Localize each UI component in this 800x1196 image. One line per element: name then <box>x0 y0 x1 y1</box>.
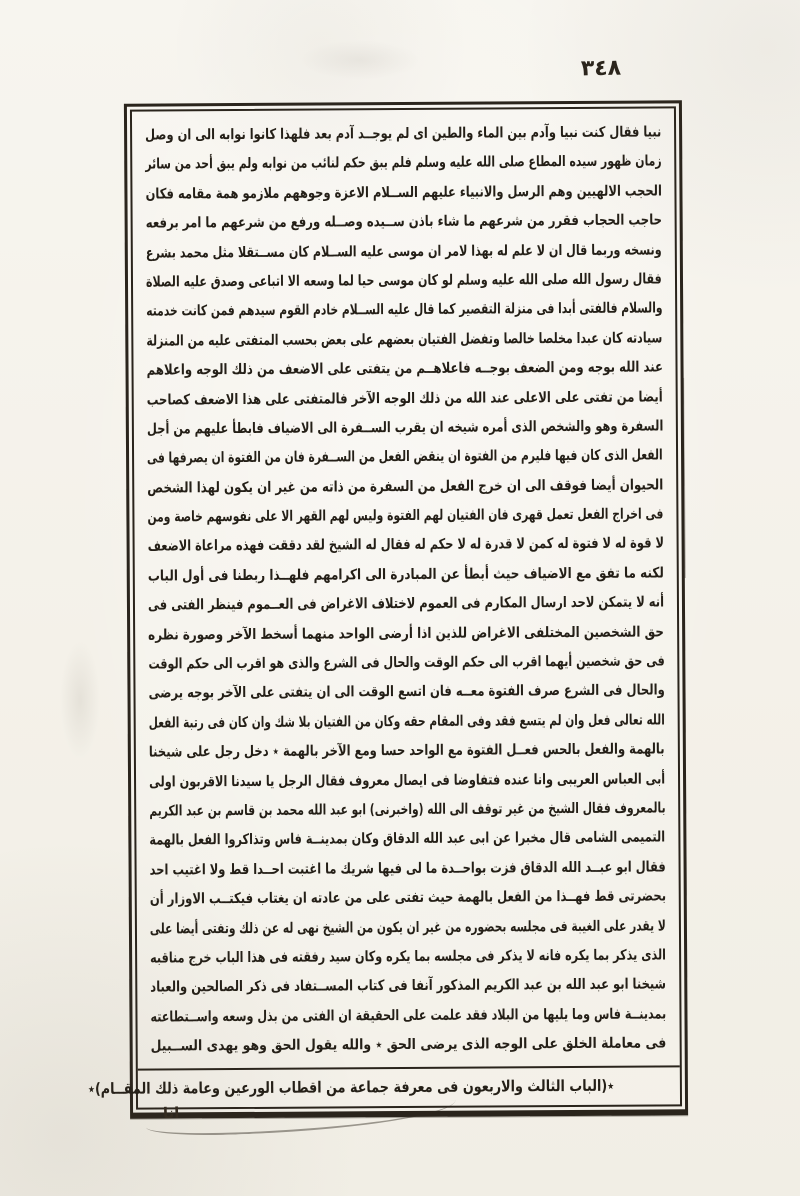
text-line: فى حق شخصين أيهما اقرب الى حكم الوقت والحال فى الشرع والذى هو اقرب الى حكم الوقت <box>147 653 665 673</box>
paper-stain <box>300 40 420 80</box>
text-line: فى اخراج الفعل تعمل قهرى فان الفتيان لهم الفتوة وليس لهم القهر الا على نفوسهم خاصة ومن <box>147 506 664 526</box>
page-frame-inner <box>87 106 682 1109</box>
text-line: أنه لا يتمكن لاحد ارسال المكارم فى العموم لاختلاف الاغراض فى العــموم فينظر الفتى فى <box>147 594 665 614</box>
text-line: لا يقدر على الغيبة فى مجلسه بحضوره من غير ان يكون من الشيخ نهى له عن ذلك وتفتى أيضا على <box>150 917 666 938</box>
chapter-heading: ٭(الباب الثالث والاربعون فى معرفة جماعة من اقطاب الورعين وعامة ذلك المقــام)٭ <box>87 1076 614 1098</box>
text-line: والحال فى الشرع صرف الفتوة معــه فان اتسع الوقت الى ان يتفتى على الآخر بوجه يرضى <box>148 682 665 702</box>
text-line: فى معاملة الخلق على الوجه الذى يرضى الحق ٭ والله يقول الحق وهو يهدى الســبيل <box>150 1035 667 1055</box>
text-line: بالمعروف فقال الشيخ من غير توقف الى الله (واخبرنى) ابو عبد الله محمد بن قاسم بن عبد الكريم <box>148 800 666 820</box>
text-line: شيخنا ابو عبد الله بن عبد الكريم المذكور آنفا فى كتاب المســتفاد فى ذكر الصالحين والعباد <box>150 976 667 996</box>
text-line: الذى يذكر بما يكره فانه لا يذكر فى مجلسه بما يكره وكان سيد رفقته فى هذا الباب خرج مناقبه <box>150 947 667 967</box>
text-line: الحيوان أيضا فوقف الى ان خرج الفعل من السفرة من ذاته من غير ان يكون لهذا الشخص <box>147 477 664 497</box>
text-line: أبى العباس العريبى وانا عنده فتفاوضا فى ايصال معروف فقال الرجل يا سيدنا الاقربون اولى <box>148 771 666 791</box>
text-line: زمان ظهور سيده المطاع صلى الله عليه وسلم فلم يبق حكم لنائب من نوابه ولم يبق أحد من سائر <box>144 153 662 173</box>
text-line: عند الله بوجه ومن الضعف بوجــه فاعلاهــم من يتفتى على الاضعف من ذلك الوجه واعلاهم <box>146 359 663 379</box>
text-line: التميمى الشامى قال مخبرا عن ابى عبد الله الدقاق وكان بمدينــة فاس وتذاكروا الفعل بالهمة <box>149 829 666 849</box>
text-line: بمدينــة فاس وما يليها من البلاد فقد علمت على الحقيقة ان الفتى من بذل وسعه واســتطاعته <box>150 1006 667 1026</box>
text-line: والسلام فالفتى أبدا فى منزلة التقصير كما قال عليه الســلام خادم القوم سيدهم فمن كانت خدمته <box>145 300 663 320</box>
text-line: أيضا من تفتى على الاعلى عند الله من ذلك الوجه الآخر فالمتفتى على هذا الاضعف كصاحب <box>146 388 663 409</box>
text-line: ونسخه وربما قال ان لا علم له بهذا لامر ان موسى عليه الســلام كان مســتقلا مثل محمد بشرع <box>145 241 662 262</box>
text-line: بحضرتى قط فهــذا من الفعل بالهمة حيث تفتى على من عادته ان يغتاب فيكتــب الاوزار أن <box>149 888 666 908</box>
page-number: ٣٤٨ <box>580 55 622 82</box>
text-line: لا قوة له لا فتوة له كمن لا قدرة له لا حكم له فقال له الشيخ لقد دققت فهذه مراعاة الاضعف <box>147 535 664 556</box>
catchword: انا <box>162 1103 180 1123</box>
paper-stain <box>60 640 100 760</box>
text-line: فقال رسول الله صلى الله عليه وسلم لو كان موسى حيا لما وسعه الا اتباعى وصدق عليه الصلاة <box>146 271 663 291</box>
text-line: الفعل الذى كان فيها فليرم من الفتوة ان ينقض الفعل من الســفرة فان من الفتوة ان يصرفها فى <box>147 447 664 467</box>
text-line: سيادته كان عبدا مخلصا خالصا وتفضل الفتيان بعضهم على بعض بحسب المتفتى عليه من المنزلة <box>146 330 663 350</box>
text-line: بالهمة والفعل بالحس فعــل الفتوة مع الواحد حسا ومع الآخر بالهمة ٭ دخل رجل على شيخنا <box>149 741 665 761</box>
text-line: فقال ابو عبــد الله الدقاق فزت بواحــدة ما لى فيها شريك ما اغتبت احــدا قط ولا اغتيب احد <box>149 859 666 879</box>
page-frame <box>87 100 688 1118</box>
text-line: لكنه ما تفق مع الاضياف حيث أبطأ عن المبادرة الى اكرامهم فلهــذا ربطنا فى أول الباب <box>147 565 664 585</box>
text-line: الله تعالى فعل وان لم يتسع فقد وفى المقام حقه وكان من الفتيان بلا شك وان كان فى رتبة الفعل <box>148 712 665 732</box>
text-line: حاجب الحجاب فقرر من شرعهم ما شاء باذن ســيده وصــله ورفع من شرعهم ما امر برفعه <box>145 212 662 232</box>
body-text <box>132 108 680 1068</box>
text-line: نبيا فقال كنت نبيا وآدم بين الماء والطين اى لم يوجــد آدم بعد فلهذا كانوا نوابه الى ان وصل <box>144 124 662 144</box>
text-line: الحجب الالهيين وهم الرسل والانبياء عليهم الســلام الاعزة وجوههم ملازمو همة مقامه فكان <box>145 183 662 203</box>
chapter-heading-box <box>87 1065 680 1107</box>
text-line: السفرة وهو والشخص الذى أمره شيخه ان يقرب الســفرة الى الاضياف فابطأ عليهم من أجل <box>146 418 663 438</box>
text-line: حق الشخصين المختلفى الاغراض للذين اذا أرضى الواحد منهما أسخط الآخر وصورة نظره <box>148 624 665 644</box>
